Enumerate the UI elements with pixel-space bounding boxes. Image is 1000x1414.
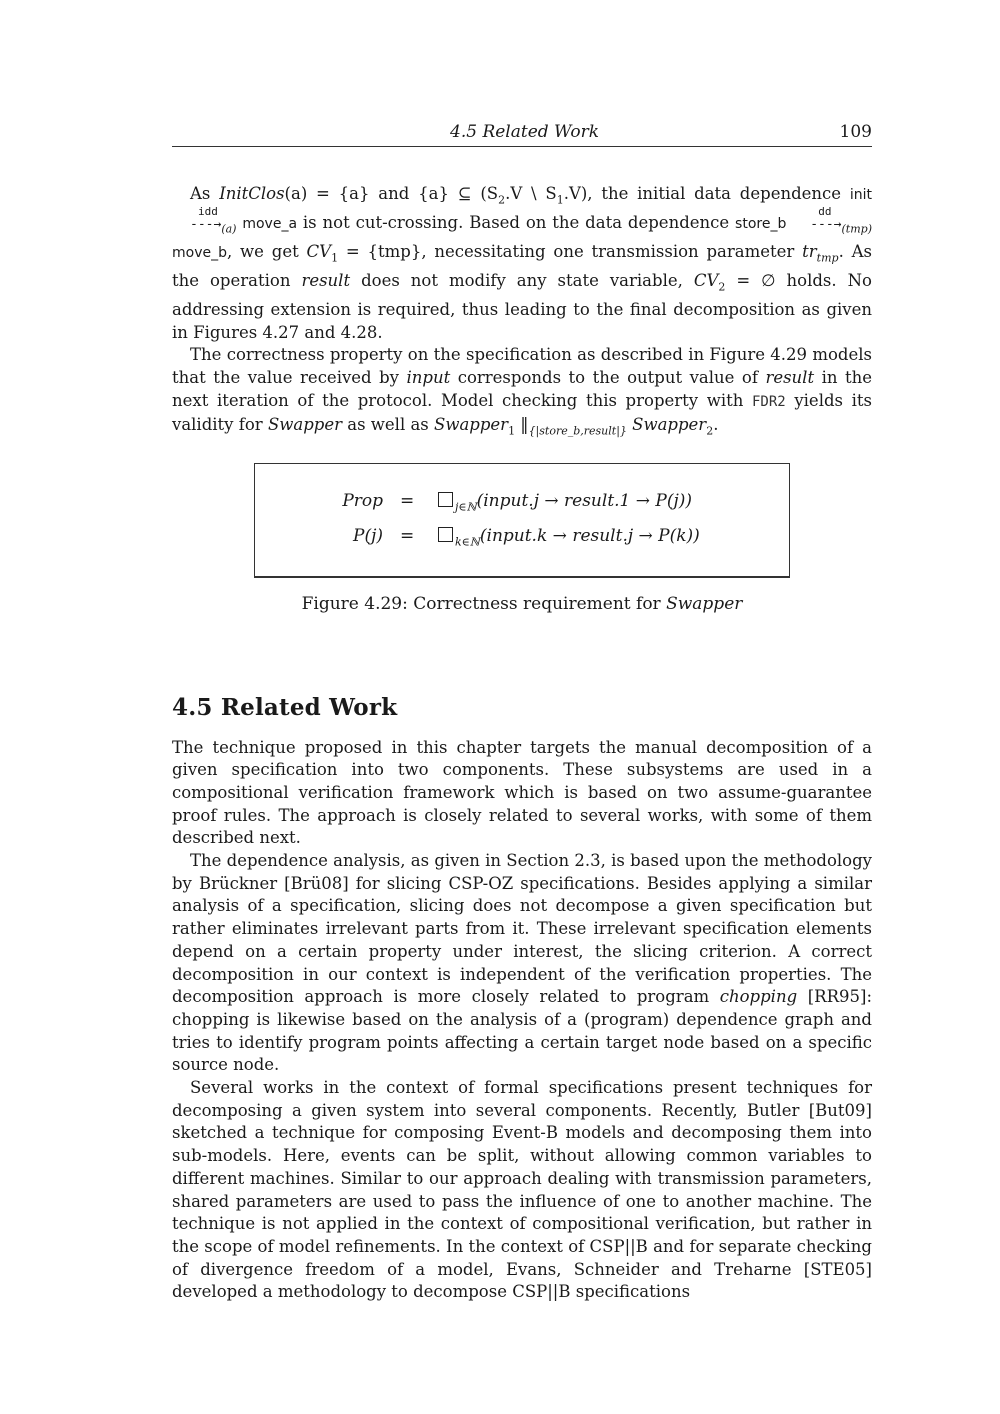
dependence-arrow-dd: dd ---→ [810,205,842,232]
header-section-title: 4.5 Related Work [450,122,600,142]
paragraph-2: The correctness property on the specification as described in Figure 4.29 models that the value received by input corresponds to the output value of result in the next iteration of the protocol. Model checking this property with FDR2 yields its validity for Swapper as well as Swapper$_1$ $‖_{\{|store\_b,result|\}}$ Swapper$_2$. [172,345,872,437]
eq2-rhs: $_{k\in ℕ}$(input.k → result.j → P(k)) [438,526,700,548]
op-move-b: move_b [172,245,227,261]
paragraph-1: As InitClos(a) = {a} and {a} ⊆ ($S_2.V$ \ $S_1.V$), the initial data dependence init idd $---\to_{(a)}$ move_a is not cut-crossing. Based on the data dependence store_b dd $---\to_{(tmp)}$ move_b, we get $CV_1 = \{tmp\}$, necessitating one transmission parameter $tr_{tmp}$. As the operation result does not modify any state variable, $CV_2$ = ∅ holds. No addressing extension is required, thus leading to the final decomposition as given in Figures 4.27 and 4.28. [172,184,873,342]
op-store-b: store_b [735,216,787,232]
op-move-a: move_a [242,216,298,232]
eq1-rhs: $_{j\in ℕ}$(input.j → result.1 → P(j)) [438,491,692,513]
tool-fdr2: FDR2 [752,393,786,410]
eq2-lhs: P(j) [353,525,383,546]
figure-4-29-box [254,463,790,578]
paragraph-3: The technique proposed in this chapter targets the manual decomposition of a given specification into two components. These subsystems are used in a compositional verification framework which is based on two assume-guarantee proof rules. The approach is closely related to several works, with some of them described next. [172,737,872,848]
figure-caption: Figure 4.29: Correctness requirement for Swapper [301,593,743,614]
eq1-lhs: Prop [342,490,383,511]
eq2-op: = [400,525,415,546]
page [172,118,872,1304]
dependence-arrow-idd: idd ---→ [190,205,222,232]
running-header [172,118,872,147]
section-heading: 4.5 Related Work [172,693,398,721]
paragraph-5: Several works in the context of formal specifications present techniques for decomposing a given system into several components. Recently, Butler [But09] sketched a technique for composing Event-B models and decomposing them into sub-models. Here, events can be split, without allowing common variables to different machines. Similar to our approach dealing with transmission parameters, shared parameters are used to pass the influence of one to another machine. The technique is not applied in the context of compositional verification, but rather in the scope of model refinements. In the context of CSP||B and for separate checking of divergence freedom of a model, Evans, Schneider and Treharne [STE05] developed a methodology to decompose CSP||B specifications [172,1078,872,1302]
page-number: 109 [839,122,872,142]
op-init: init [849,187,872,203]
always-box-icon [438,492,453,507]
paragraph-4: The dependence analysis, as given in Section 2.3, is based upon the methodology by Brückner [Brü08] for slicing CSP-OZ specifications. Besides applying a similar analysis of a specification, slicing does not decompose a given specification but rather eliminates irrelevant parts from it. These irrelevant specification elements depend on a certain property under interest, the slicing criterion. A correct decomposition in our context is independent of the verification properties. The decomposition approach is more closely related to program chopping [RR95]: chopping is likewise based on the analysis of a (program) dependence graph and tries to identify program points affecting a certain target node based on a specific source node. [172,851,872,1075]
eq1-op: = [400,490,415,511]
always-box-icon [438,527,453,542]
